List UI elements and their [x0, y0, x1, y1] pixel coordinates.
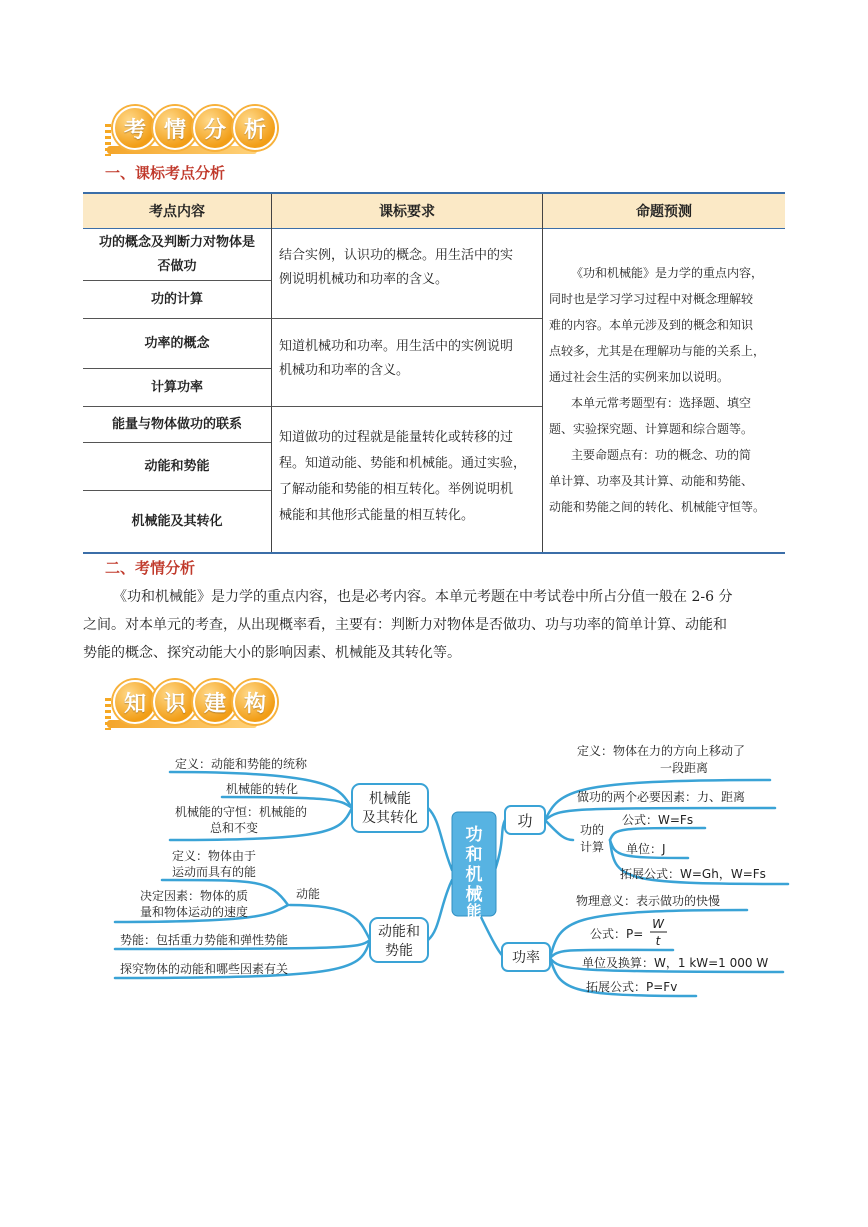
mindmap-sublabel-kinetic: 动能: [296, 887, 321, 901]
section-title-standards: 一、课标考点分析: [105, 164, 226, 182]
banner-char: 考: [113, 106, 157, 150]
mindmap-leaf: 探究物体的动能和哪些因素有关: [120, 962, 289, 976]
mindmap-node-label: 功率: [512, 950, 540, 966]
section-title-analysis: 二、考情分析: [105, 559, 196, 577]
mindmap-center-char: 和: [465, 845, 483, 865]
text-line: 械能和其他形式能量的相互转化。: [279, 508, 475, 523]
mindmap-sublabel-work-calc: 计算: [580, 840, 605, 854]
banner-char: 分: [193, 106, 237, 150]
text-line: 知道机械功和功率。用生活中的实例说明: [279, 339, 514, 354]
table-cell-topic: 动能和势能: [144, 458, 210, 474]
mindmap-leaf: 拓展公式：P=Fv: [586, 980, 678, 994]
mindmap-leaf: 定义：动能和势能的统称: [175, 757, 308, 771]
mindmap-leaf: 一段距离: [660, 761, 709, 775]
mindmap-leaf: 单位：J: [626, 842, 666, 856]
table-cell-topic: 功的计算: [150, 291, 203, 307]
mindmap-leaf: 决定因素：物体的质: [140, 889, 249, 903]
table-header-requirement: 课标要求: [272, 194, 542, 228]
text-line: 单计算、功率及其计算、动能和势能、: [549, 474, 754, 488]
mindmap-center-char: 机: [465, 865, 483, 885]
text-line: 同时也是学习学习过程中对概念理解较: [549, 292, 754, 306]
mindmap-leaf: 量和物体运动的速度: [140, 905, 249, 919]
mindmap-leaf: 势能：包括重力势能和弹性势能: [120, 933, 289, 947]
text-line: 主要命题点有：功的概念、功的简: [571, 448, 752, 462]
mindmap-fraction-denominator: t: [655, 934, 661, 948]
mindmap-center-char: 能: [466, 902, 482, 920]
table-header-content: 考点内容: [83, 194, 271, 228]
text-line: 知道做功的过程就是能量转化或转移的过: [279, 430, 514, 445]
mindmap-center-char: 械: [465, 885, 483, 905]
mindmap-sublabel-work-calc: 功的: [580, 823, 605, 837]
text-line: 《功和机械能》是力学的重点内容，: [571, 266, 764, 280]
banner-char: 析: [233, 106, 277, 150]
banner-char: 情: [153, 106, 197, 150]
mindmap-leaf: 单位及换算：W，1 kW=1 000 W: [582, 956, 769, 970]
mindmap-leaf: 总和不变: [210, 821, 259, 835]
mindmap-leaf: 拓展公式：W=Gh，W=Fs: [620, 867, 766, 881]
mindmap-leaf: 定义：物体由于: [172, 849, 257, 863]
table-cell-topic: 计算功率: [150, 379, 203, 395]
mindmap-leaf: 公式：P=: [590, 927, 644, 941]
table-cell-topic: 功率的概念: [144, 335, 210, 351]
mindmap-node-label: 势能: [385, 943, 413, 959]
mindmap-node-label: 机械能: [369, 791, 411, 807]
text-line: 难的内容。本单元涉及到的概念和知识: [549, 318, 754, 332]
mindmap-leaf: 定义：物体在力的方向上移动了: [577, 744, 746, 758]
banner-char: 知: [113, 680, 157, 724]
text-line: 程。知道动能、势能和机械能。通过实验，: [279, 456, 527, 471]
table-header-prediction: 命题预测: [543, 194, 785, 228]
mindmap-node-label: 及其转化: [362, 810, 418, 826]
mindmap-leaf: 机械能的守恒：机械能的: [175, 805, 308, 819]
text-line: 本单元常考题型有：选择题、填空: [571, 396, 752, 410]
text-line: 动能和势能之间的转化、机械能守恒等。: [549, 500, 766, 514]
text-line: 例说明机械功和功率的含义。: [279, 272, 449, 287]
mindmap-leaf: 物理意义：表示做功的快慢: [576, 894, 721, 908]
text-line: 机械功和功率的含义。: [279, 363, 410, 378]
table-cell-topic: 功的概念及判断力对物体是否做功: [98, 235, 255, 274]
text-line: 通过社会生活的实例来加以说明。: [549, 370, 730, 384]
text-line: 点较多，尤其是在理解功与能的关系上，: [549, 344, 766, 358]
mindmap-fraction-numerator: W: [652, 917, 664, 931]
table-cell-topic: 能量与物体做功的联系: [111, 416, 242, 432]
table-cell-topic: 机械能及其转化: [131, 513, 223, 529]
mindmap-leaf: 机械能的转化: [226, 782, 299, 796]
mindmap-leaf: 做功的两个必要因素：力、距离: [577, 790, 746, 804]
text-line: 题、实验探究题、计算题和综合题等。: [549, 422, 754, 436]
mindmap-leaf: 公式：W=Fs: [622, 813, 694, 827]
text-line: 《功和机械能》是力学的重点内容，也是必考内容。本单元考题在中考试卷中所占分值一般在 2-6 分: [113, 589, 733, 605]
banner-char: 构: [233, 680, 277, 724]
mindmap-node-label: 功: [517, 812, 533, 830]
text-line: 之间。对本单元的考查，从出现概率看，主要有：判断力对物体是否做功、功与功率的简单计算、动能和: [83, 617, 727, 633]
banner-char: 建: [193, 680, 237, 724]
mindmap-node-label: 动能和: [378, 924, 420, 940]
banner-char: 识: [153, 680, 197, 724]
mindmap-leaf: 运动而具有的能: [172, 865, 257, 879]
text-line: 了解动能和势能的相互转化。举例说明机: [279, 482, 514, 497]
text-line: 结合实例，认识功的概念。用生活中的实: [279, 248, 514, 263]
text-line: 势能的概念、探究动能大小的影响因素、机械能及其转化等。: [83, 645, 461, 661]
mindmap-center-char: 功: [465, 825, 483, 845]
